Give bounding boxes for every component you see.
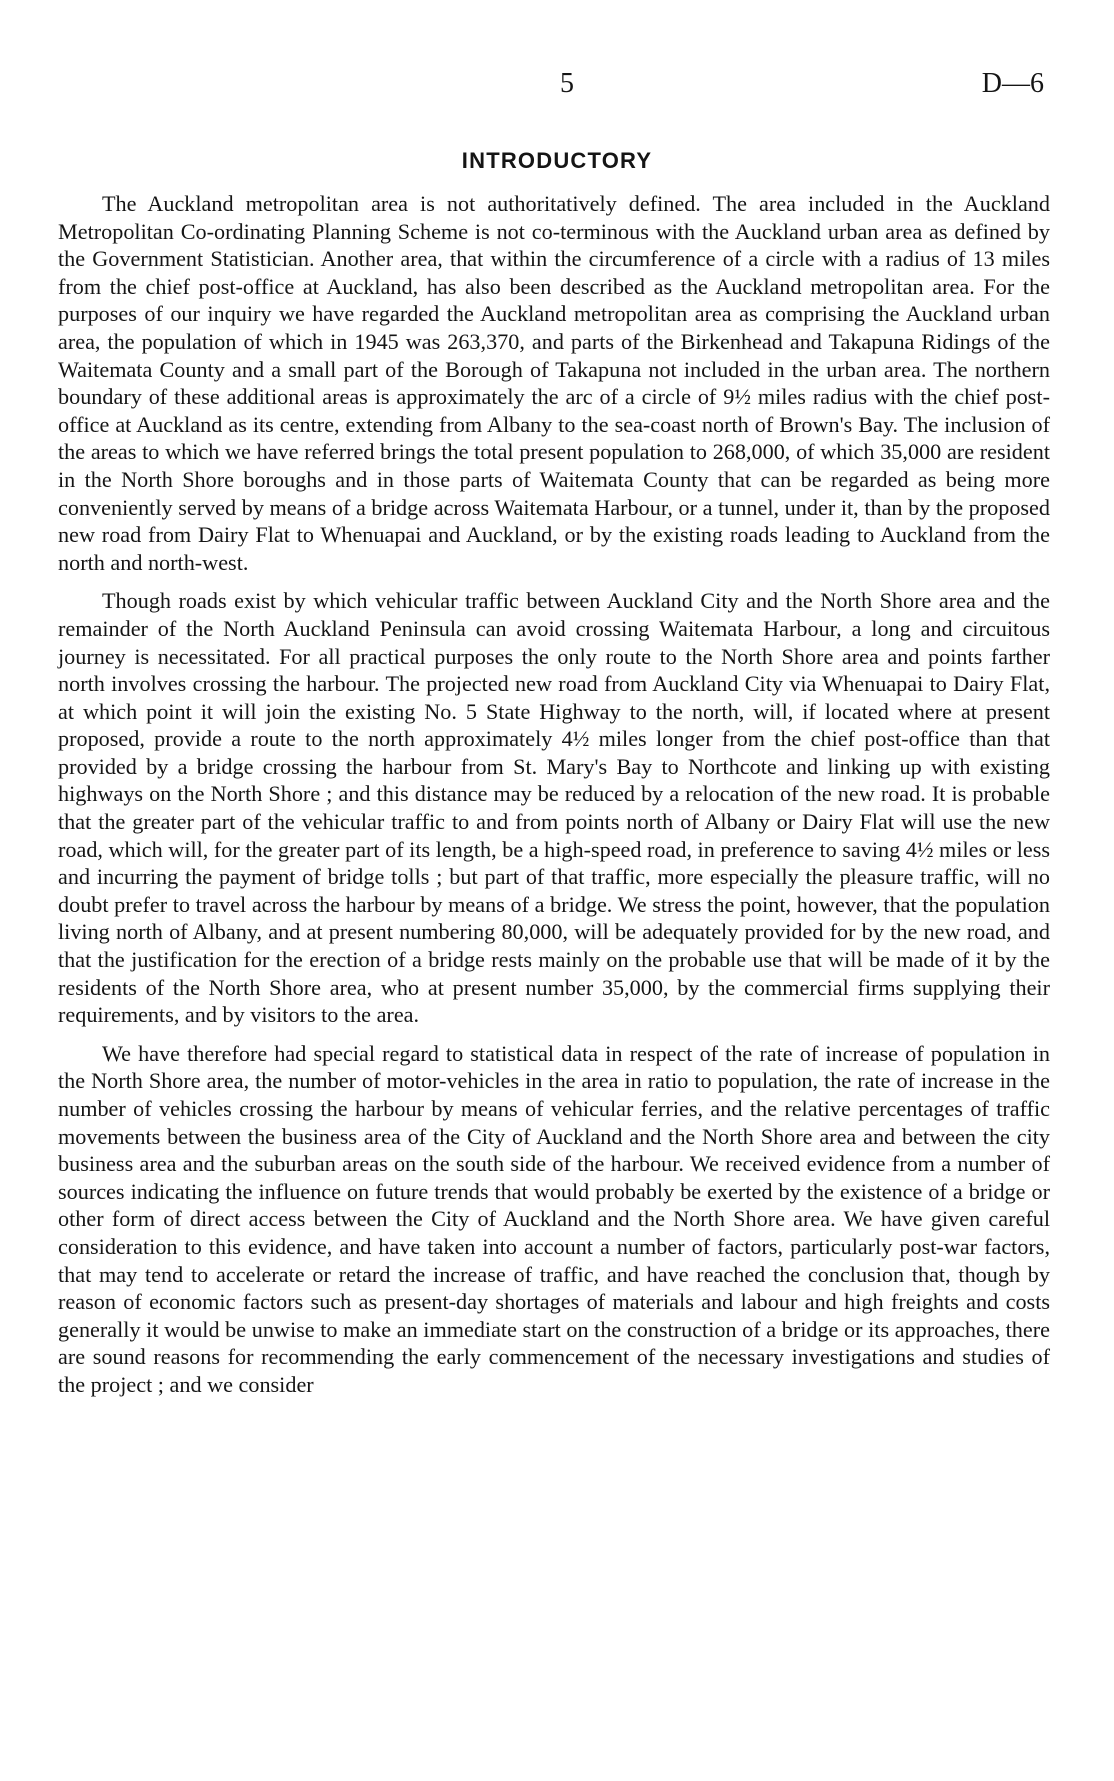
document-code: D—6 bbox=[981, 68, 1044, 99]
page-number: 5 bbox=[560, 68, 574, 99]
section-title: INTRODUCTORY bbox=[461, 148, 653, 173]
page-header bbox=[0, 68, 1114, 108]
paragraph-2: Though roads exist by which vehicular traffic between Auckland City and the North Shore area and the remainder of the North Auckland Peninsula can avoid crossing Waitemata Harbour, a long and circuitous journey is necessitated. For all practical purposes the only route to the North Shore area and points farther north involves crossing the harbour. The projected new road from Auckland City via Whenuapai to Dairy Flat, at which point it will join the existing No. 5 State Highway to the north, will, if located where at present proposed, provide a route to the north approximately 4½ miles longer from the chief post-office than that provided by a bridge crossing the harbour from St. Mary's Bay to Northcote and linking up with existing highways on the North Shore ; and this distance may be reduced by a relocation of the new road. It is probable that the greater part of the vehicular traffic to and from points north of Albany or Dairy Flat will use the new road, which will, for the greater part of its length, be a high-speed road, in preference to saving 4½ miles or less and incurring the payment of bridge tolls ; but part of that traffic, more especially the pleasure traffic, will no doubt prefer to travel across the harbour by means of a bridge. We stress the point, however, that the population living north of Albany, and at present numbering 80,000, will be adequately provided for by the new road, and that the justification for the erection of a bridge rests mainly on the probable use that will be made of it by the residents of the North Shore area, who at present number 35,000, by the commercial firms supplying their requirements, and by visitors to the area. bbox=[58, 588, 1050, 1028]
paragraph-1: The Auckland metropolitan area is not authoritatively defined. The area included in the Auckland Metropolitan Co-ordinating Planning Scheme is not co-terminous with the Auckland urban area as defined by the Government Statistician. Another area, that within the circumference of a circle with a radius of 13 miles from the chief post-office at Auckland, has also been described as the Auckland metropolitan area. For the purposes of our inquiry we have regarded the Auckland metropolitan area as comprising the Auckland urban area, the population of which in 1945 was 263,370, and parts of the Birkenhead and Takapuna Ridings of the Waitemata County and a small part of the Borough of Takapuna not included in the urban area. The northern boundary of these additional areas is approximately the arc of a circle of 9½ miles radius with the chief post-office at Auckland as its centre, extending from Albany to the sea-coast north of Brown's Bay. The inclusion of the areas to which we have referred brings the total present population to 268,000, of which 35,000 are resident in the North Shore boroughs and in those parts of Waitemata County that can be regarded as being more conveniently served by means of a bridge across Waitemata Harbour, or a tunnel, under it, than by the proposed new road from Dairy Flat to Whenuapai and Auckland, or by the existing roads leading to Auckland from the north and north-west. bbox=[58, 191, 1050, 575]
body-text bbox=[58, 190, 1050, 1399]
paragraph-3: We have therefore had special regard to statistical data in respect of the rate of increase of population in the North Shore area, the number of motor-vehicles in the area in ratio to population, the rate of increase in the number of vehicles crossing the harbour by means of vehicular ferries, and the relative percentages of traffic movements between the business area of the City of Auckland and the North Shore area and between the city business area and the suburban areas on the south side of the harbour. We received evidence from a number of sources indicating the influence on future trends that would probably be exerted by the existence of a bridge or other form of direct access between the City of Auckland and the North Shore area. We have given careful consideration to this evidence, and have taken into account a number of factors, particularly post-war factors, that may tend to accelerate or retard the increase of traffic, and have reached the conclusion that, though by reason of economic factors such as present-day shortages of materials and labour and high freights and costs generally it would be unwise to make an immediate start on the construction of a bridge or its approaches, there are sound reasons for recommending the early commencement of the necessary investigations and studies of the project ; and we consider bbox=[58, 1040, 1050, 1397]
